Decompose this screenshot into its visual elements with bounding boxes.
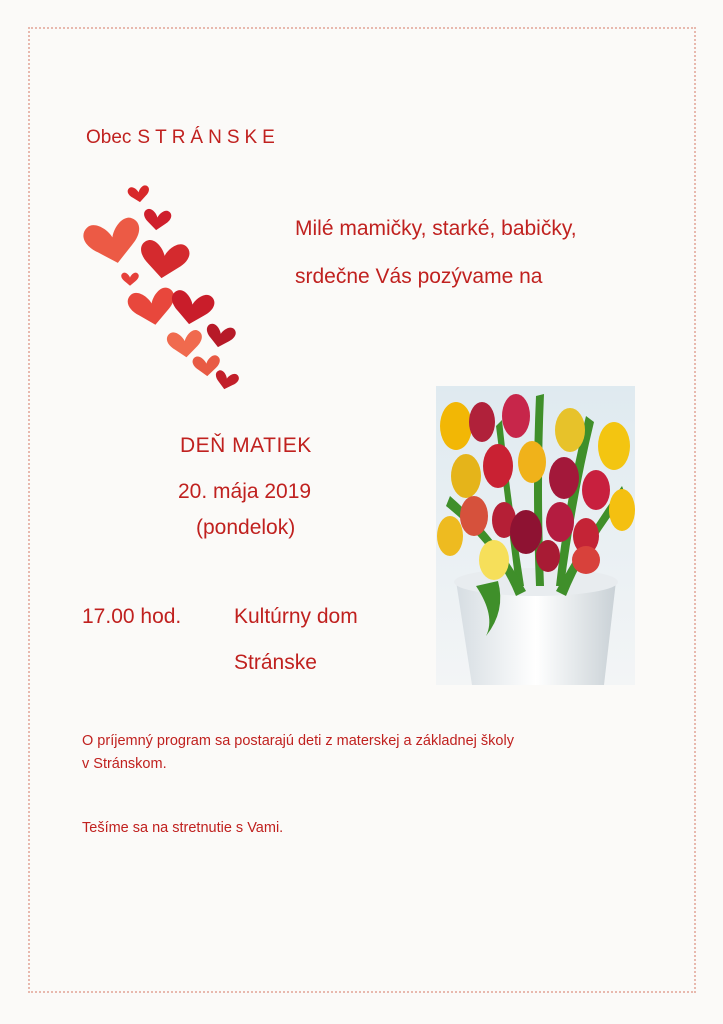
organizer-name: STRÁNSKE xyxy=(137,127,280,148)
event-place-line-2: Stránske xyxy=(234,651,317,674)
heart-icon xyxy=(168,289,216,328)
greeting-line-1: Milé mamičky, starké, babičky, xyxy=(295,217,577,240)
tulips-photo xyxy=(436,386,635,685)
heart-icon xyxy=(213,369,240,392)
heart-icon xyxy=(166,329,204,359)
program-line-2: v Stránskom. xyxy=(82,756,167,772)
hearts-decoration xyxy=(70,178,250,398)
event-time: 17.00 hod. xyxy=(82,605,182,628)
event-title: DEŇ MATIEK xyxy=(180,434,312,457)
event-weekday: (pondelok) xyxy=(196,516,296,539)
organizer-prefix: Obec xyxy=(86,127,132,148)
greeting-line-2: srdečne Vás pozývame na xyxy=(295,265,543,288)
event-date: 20. mája 2019 xyxy=(178,480,312,503)
heart-icon xyxy=(204,323,237,350)
heart-icon xyxy=(127,185,150,204)
heart-icon xyxy=(143,208,172,231)
event-place-line-1: Kultúrny dom xyxy=(234,605,358,628)
heart-icon xyxy=(81,216,145,269)
closing-text: Tešíme sa na stretnutie s Vami. xyxy=(82,820,284,836)
organizer xyxy=(86,127,280,149)
heart-icon xyxy=(126,286,178,328)
program-line-1: O príjemný program sa postarajú deti z materskej a základnej školy xyxy=(82,733,514,749)
heart-icon xyxy=(137,239,190,282)
heart-icon xyxy=(121,273,139,286)
